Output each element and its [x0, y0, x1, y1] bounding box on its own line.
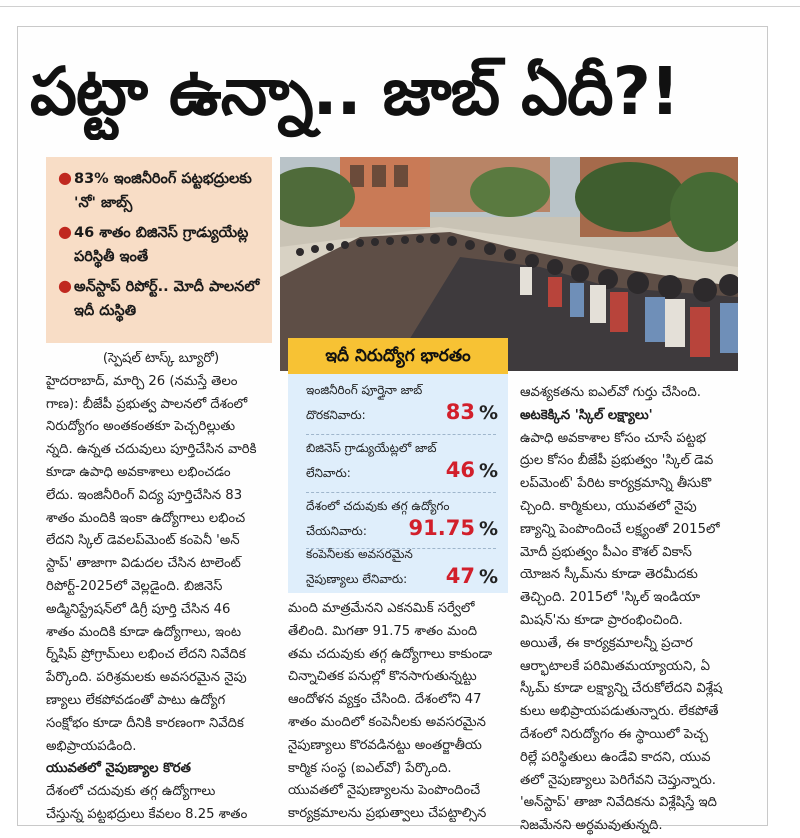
headline: పట్టా ఉన్నా.. జాబ్ ఏదీ?!: [30, 53, 679, 130]
text-line: చ్చింది. కార్మికులు, యువతలో నైపు: [520, 498, 697, 514]
divider: [306, 492, 496, 493]
text-line: చిన్నాచితక పనుల్లో కొనసాగుతున్నట్టు: [288, 669, 477, 685]
text-line: చేస్తున్న పట్టభద్రులు కేవలం 8.25 శాతం: [46, 806, 248, 822]
text-line: ణ్యాలు లేకపోవడంతో పాటు ఉద్యోగ: [46, 692, 226, 708]
stat-value: 47 %: [445, 564, 498, 588]
text-line: శాతం మందికి ఇంకా ఉద్యోగాలు లభించ: [46, 510, 246, 526]
stat-value: 91.75 %: [408, 516, 498, 540]
text-line: లేదని స్కిల్ డెవలప్‌మెంట్ కంపెనీ 'అన్: [46, 533, 240, 549]
text-line: ర్న్‌షిప్ ప్రోగ్రామ్‌లు లభించ లేదని నివేదిక: [46, 647, 246, 663]
text-line: దేశంలో చదువుకు తగ్గ ఉద్యోగాలు: [46, 784, 216, 800]
stat-item: ఇంజినీరింగ్ పూర్తైనా జాబ్ దొరకనివారు: 83 %: [306, 383, 498, 424]
article-column-2: [288, 598, 510, 826]
stat-item: కంపెనీలకు అవసరమైన నైపుణ్యాలు లేనివారు: 47 %: [306, 547, 498, 588]
bullet-icon: ●: [58, 168, 72, 187]
text-line: కార్యక్రమాలను ప్రభుత్వాలు చేపట్టాల్సిన: [288, 806, 487, 822]
text-line: యువతలో నైపుణ్యాలను పెంపొందించే: [288, 783, 481, 799]
text-line: అడ్మినిస్ట్రేషన్‌లో డిగ్రీ పూర్తి చేసిన 46: [46, 601, 231, 617]
text-line: శాతం మందికి కూడా ఉద్యోగాలు, ఇంట: [46, 624, 241, 640]
text-line: ఉపాధి అవకాశాల కోసం చూసే పట్టభ: [520, 430, 706, 446]
article-column-1: [46, 348, 276, 827]
text-line: దేశంలో నిరుద్యోగం ఈ స్థాయిలో పెచ్చ: [520, 726, 708, 742]
text-line: నిరుద్యోగం అంతకంతకూ పెచ్చరిల్లుతు: [46, 419, 236, 435]
text-line: రిపోర్ట్-2025లో వెల్లడైంది. బిజినెస్: [46, 578, 223, 594]
text-line: తమ చదువుకు తగ్గ ఉద్యోగాలు కాకుండా: [288, 646, 493, 662]
text-line: పేర్కొంది. పరిశ్రమలకు అవసరమైన నైపు: [46, 670, 247, 686]
text-line: అయితే, ఈ కార్యక్రమాలన్నీ ప్రచార: [520, 635, 693, 651]
text-line: తెచ్చింది. 2015లో 'స్కిల్ ఇండియా: [520, 590, 701, 606]
text-line: ణ్యాన్ని పెంపొందించే లక్ష్యంతో 2015లో: [520, 521, 720, 537]
stat-value: 83 %: [445, 400, 498, 424]
subheading: అటకెక్కిన 'స్కిల్ లక్ష్యాలు': [520, 407, 653, 423]
paragraph: [46, 371, 276, 759]
stats-infobox: [288, 338, 508, 593]
text-line: గాణ): బీజేపీ ప్రభుత్వ పాలనలో దేశంలో: [46, 396, 248, 412]
subheading: యువతలో నైపుణ్యాల కొరత: [46, 761, 191, 777]
text-line: ద్రుల కోసం బీజేపీ ప్రభుత్వం 'స్కిల్ డెవ: [520, 453, 714, 469]
text-line: ఆవశ్యకతను ఐఎల్‌వో గుర్తు చేసింది.: [520, 385, 701, 400]
bullet-icon: ●: [58, 222, 72, 241]
text-line: నిజమేనని అర్థమవుతున్నది.: [520, 818, 663, 834]
text-line: రిల్లే పరిస్థితులు ఉండేవి కాదని, యువ: [520, 749, 711, 765]
text-line: తేలింది. మిగతా 91.75 శాతం మంది: [288, 623, 478, 639]
text-line: కులు అభిప్రాయపడుతున్నారు. లేకపోతే: [520, 704, 719, 720]
stat-item: బిజినెస్ గ్రాడ్యుయేట్లలో జాబ్ లేనివారు: 46 %: [306, 441, 498, 482]
text-line: ఆర్భాటాలకే పరిమితమయ్యాయని, ఏ: [520, 658, 711, 674]
text-line: అభిప్రాయపడింది.: [46, 738, 137, 754]
text-line: కూడా ఉపాధి అవకాశాలు లభించడం: [46, 464, 231, 480]
text-line: స్కీమ్ కూడా లక్ష్యాన్ని చేరుకోలేదని విశ్లేష: [520, 681, 723, 697]
text-line: యోజన స్కీమ్‌ను కూడా తెరమీదకు: [520, 567, 698, 583]
bullet-icon: ●: [58, 276, 72, 295]
text-line: స్టాప్' తాజాగా విడుదల చేసిన టాలెంట్: [46, 556, 241, 572]
highlight-item: ● 83% ఇంజినీరింగ్ పట్టభద్రులకు 'నో' జాబ్స్: [58, 168, 252, 211]
text-line: నైపుణ్యాలు కొరవడినట్టు అంతర్జాతీయ: [288, 737, 482, 753]
text-line: హైదరాబాద్, మార్చి 26 (నమస్తే తెలం: [46, 373, 238, 389]
highlights-box: [46, 157, 272, 343]
text-line: ఆందోళన వ్యక్తం చేసింది. దేశంలోని 47: [288, 692, 482, 708]
article-column-3: [520, 382, 742, 838]
text-line: సంక్షోభం కూడా దీనికి కారణంగా నివేదిక: [46, 715, 244, 731]
stat-item: దేశంలో చదువుకు తగ్గ ఉద్యోగం చేయనివారు: 91.75 %: [306, 499, 498, 540]
text-line: కార్మిక సంస్థ (ఐఎల్‌వో) పేర్కొంది.: [288, 760, 452, 776]
text-line: శాతం మందిలో కంపెనీలకు అవసరమైన: [288, 714, 486, 730]
stat-value: 46 %: [445, 458, 498, 482]
text-line: 'అన్‌స్టాప్' తాజా నివేదికను విశ్లేషిస్తే ఇది: [520, 795, 717, 811]
text-line: లప్‌మెంట్' పేరిట కార్యక్రమాన్ని తీసుకొ: [520, 476, 712, 492]
text-line: న్నది. ఉన్నత చదువులు పూర్తిచేసిన వారికి: [46, 442, 257, 458]
infobox-title: ఇదీ నిరుద్యోగ భారతం: [288, 338, 508, 374]
top-rule: [0, 0, 800, 7]
byline: (స్పెషల్ టాస్క్ బ్యూరో): [102, 351, 220, 366]
highlight-item: ● అన్‌స్టాప్ రిపోర్ట్.. మోదీ పాలనలో ఇదీ దుస్థితి: [58, 276, 260, 319]
text-line: మంది మాత్రమేనని ఎకనమిక్ సర్వేలో: [288, 601, 475, 616]
highlight-item: ● 46 శాతం బిజినెస్ గ్రాడ్యుయేట్ల పరిస్థితీ ఇంతే: [58, 222, 249, 265]
divider: [306, 434, 496, 435]
text-line: లేదు. ఇంజినీరింగ్ విద్య పూర్తిచేసిన 83: [46, 487, 243, 503]
text-line: మిషన్'ను కూడా ప్రారంభించింది.: [520, 612, 683, 628]
text-line: మోదీ ప్రభుత్వం పీఎం కౌశల్ వికాస్: [520, 544, 692, 560]
text-line: తలో నైపుణ్యాలు పెరిగేవని చెప్తున్నారు.: [520, 772, 716, 788]
